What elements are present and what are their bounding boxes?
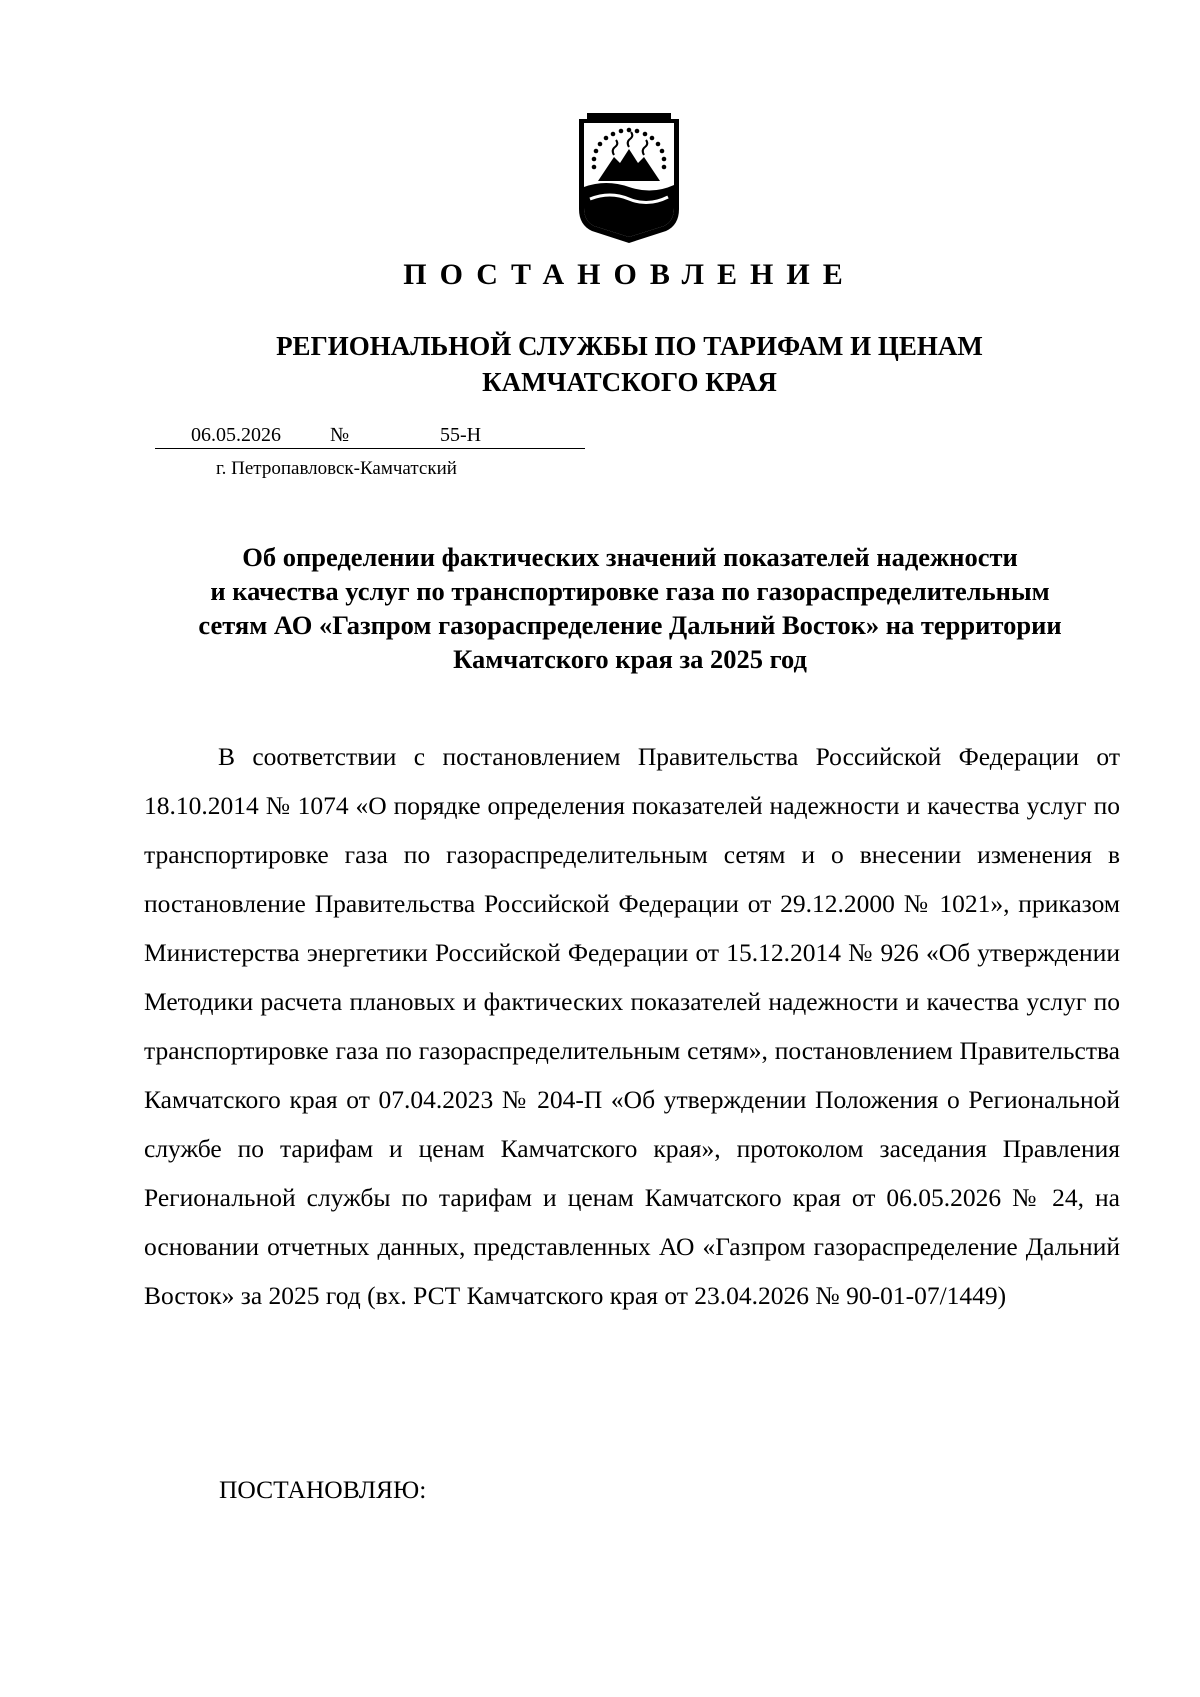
document-date: 06.05.2026 — [191, 424, 281, 446]
title-line: и качества услуг по транспортировке газа по газораспределительным — [210, 576, 1050, 606]
agency-name-line: РЕГИОНАЛЬНОЙ СЛУЖБЫ ПО ТАРИФАМ И ЦЕНАМ — [276, 331, 983, 361]
document-title — [150, 540, 1110, 676]
title-line: Об определении фактических значений показателей надежности — [242, 542, 1018, 572]
number-underline-tail — [510, 424, 585, 449]
document-number: 55-Н — [440, 424, 482, 446]
number-label: № — [330, 424, 350, 446]
preamble-paragraph: В соответствии с постановлением Правительства Российской Федерации от 18.10.2014 № 1074 «О порядке определения показателей надежности и качества услуг по транспортировке газа по газораспределительным сетям и о внесении изменения в постановление Правительства Российской Федерации от 29.12.2000 № 1021», приказом Министерства энергетики Российской Федерации от 15.12.2014 № 926 «Об утверждении Методики расчета плановых и фактических показателей надежности и качества услуг по транспортировке газа по газораспределительным сетям», постановлением Правительства Камчатского края от 07.04.2023 № 204-П «Об утверждении Положения о Региональной службе по тарифам и ценам Камчатского края», протоколом заседания Правления Региональной службы по тарифам и ценам Камчатского края от 06.05.2026 № 24, на основании отчетных данных, представленных АО «Газпром газораспределение Дальний Восток» за 2025 год (вх. РСТ Камчатского края от 23.04.2026 № 90-01-07/1449) — [144, 742, 1120, 1310]
document-type-heading: ПОСТАНОВЛЕНИЕ — [403, 258, 856, 291]
registration-line — [155, 424, 585, 450]
date-underline — [155, 424, 330, 449]
city-name: г. Петропавловск-Камчатский — [216, 458, 457, 479]
title-line: Камчатского края за 2025 год — [453, 644, 807, 674]
agency-name — [0, 328, 1200, 400]
kamchatka-coat-of-arms-icon — [576, 113, 682, 243]
decree-word: ПОСТАНОВЛЯЮ: — [219, 1475, 427, 1504]
title-line: сетям АО «Газпром газораспределение Дальний Восток» на территории — [198, 610, 1062, 640]
agency-name-line: КАМЧАТСКОГО КРАЯ — [482, 367, 777, 397]
number-underline — [330, 424, 510, 449]
